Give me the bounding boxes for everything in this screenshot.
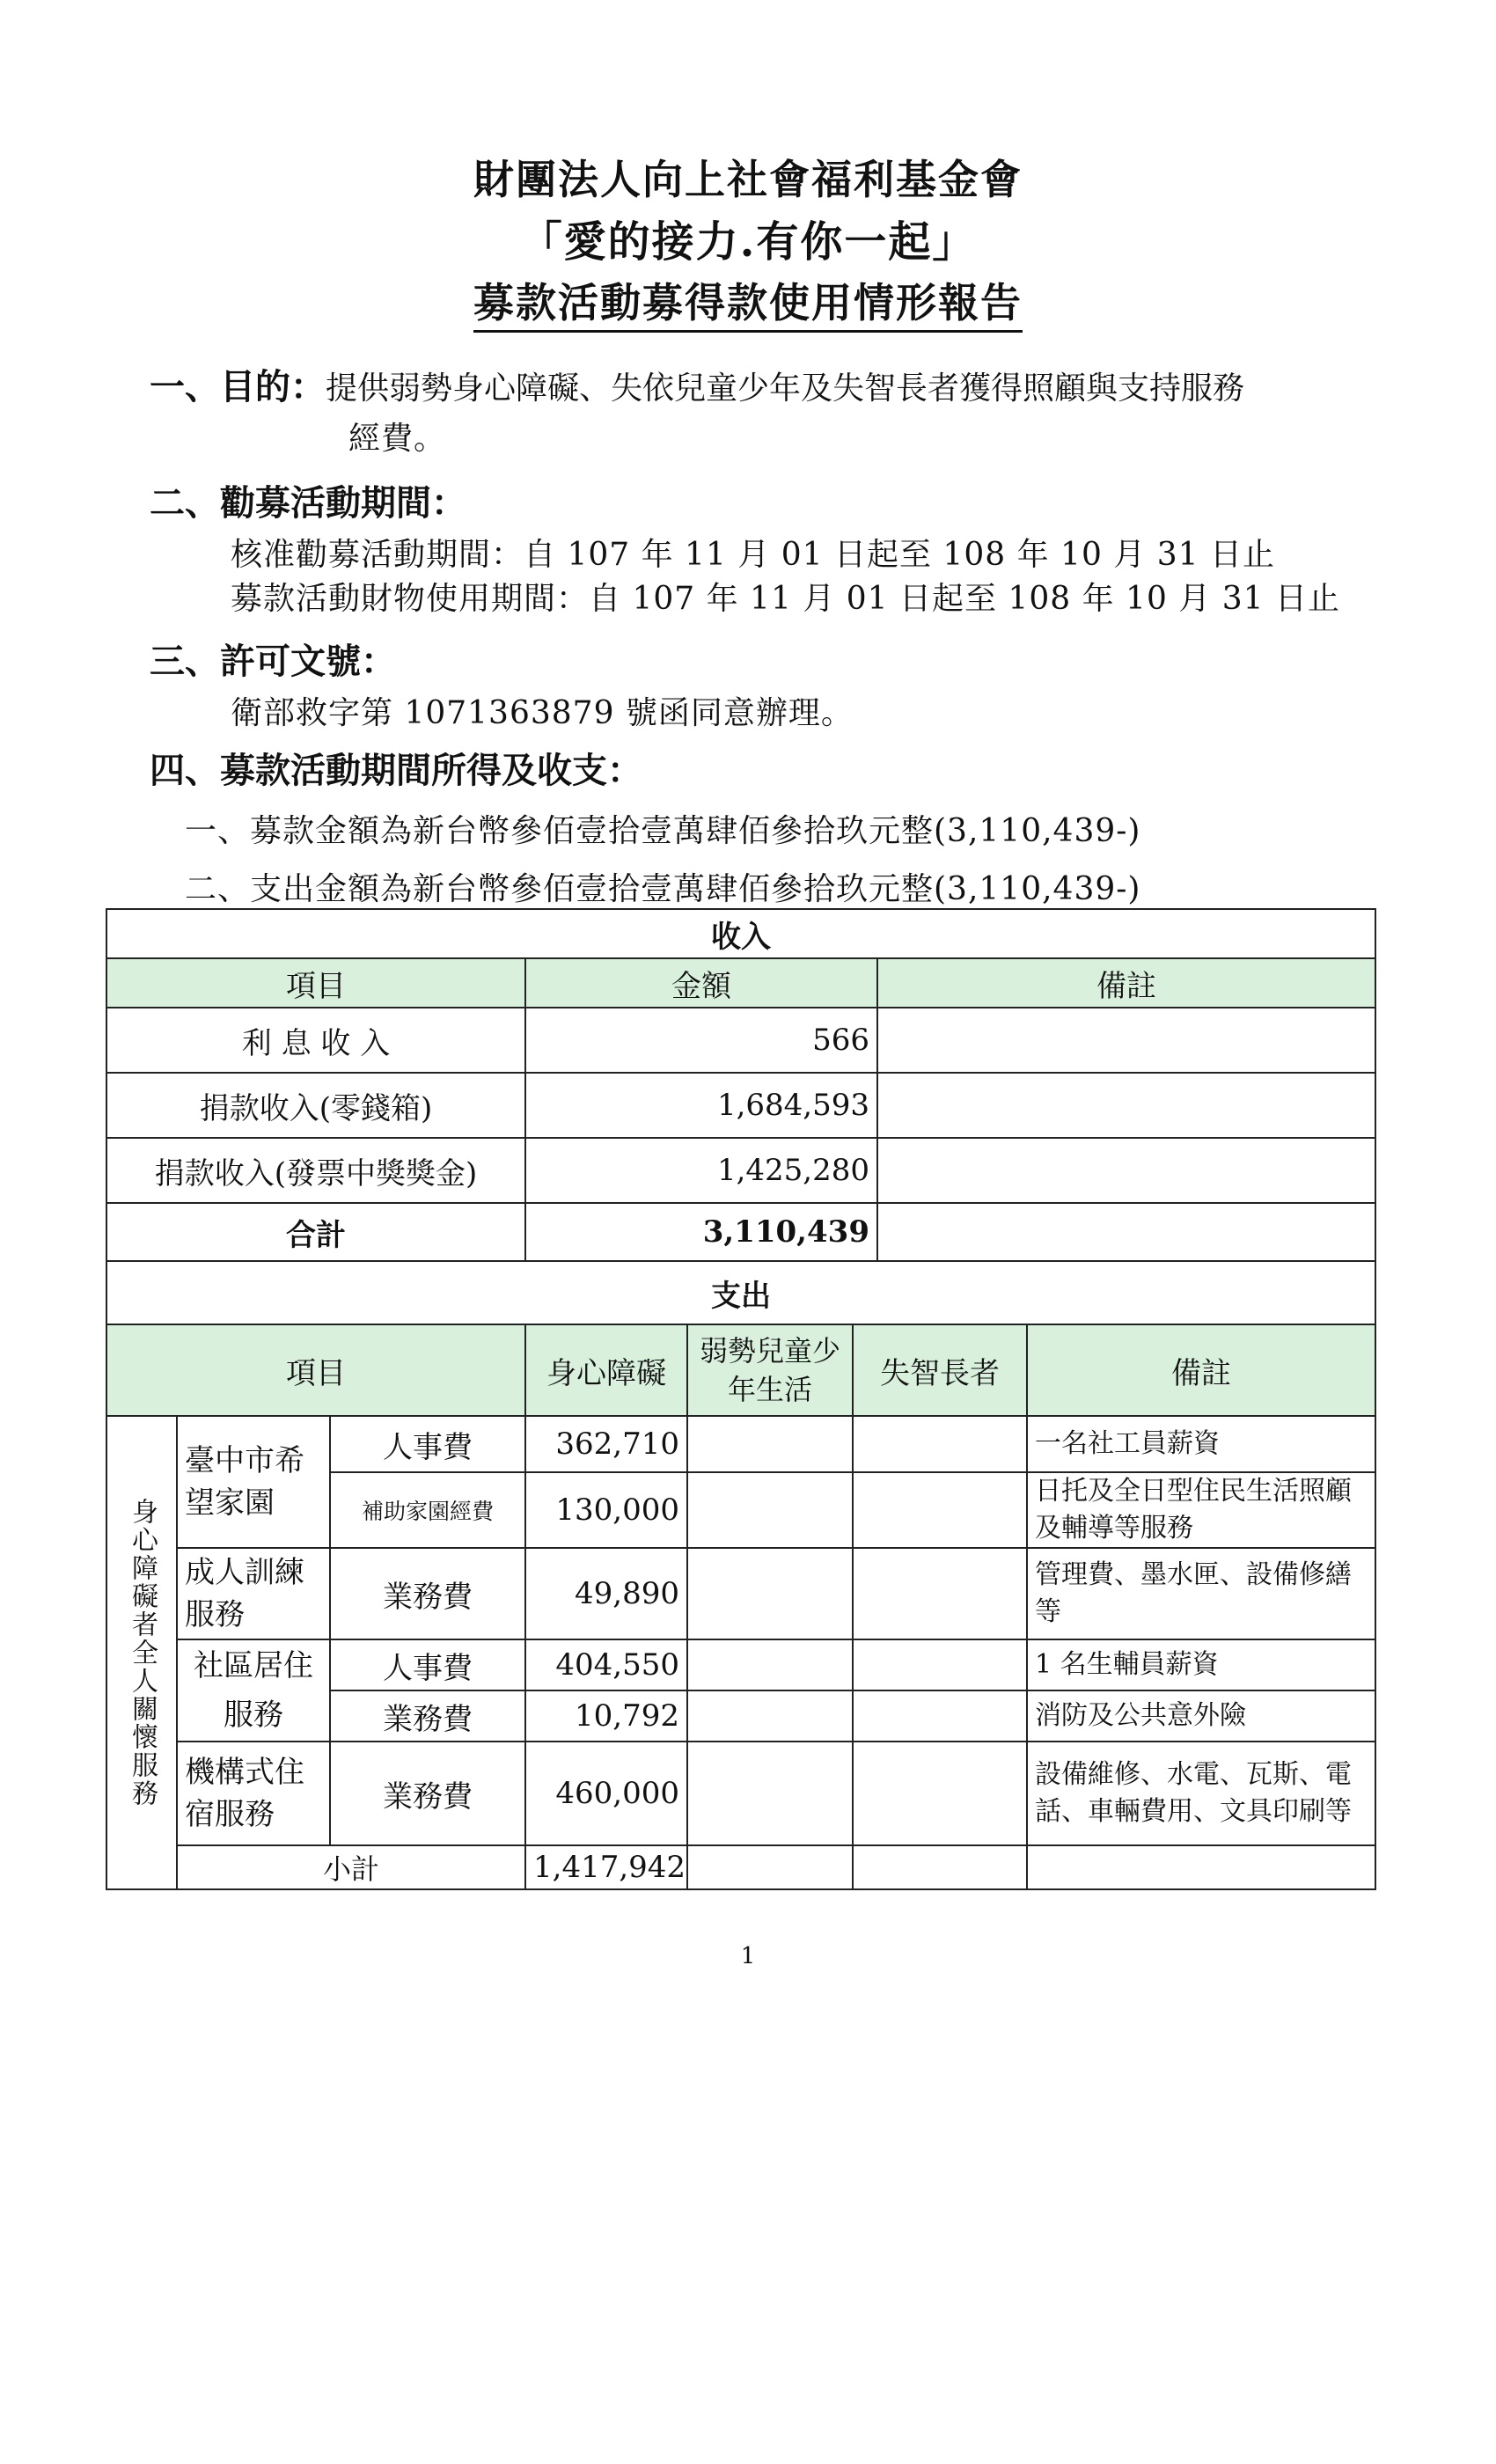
income-header-row	[106, 958, 1375, 1008]
expense-unit: 臺中市希望家園	[177, 1416, 330, 1548]
table-row	[106, 1639, 1375, 1690]
income-item: 捐款收入(零錢箱)	[106, 1073, 525, 1138]
income-amount: 1,684,593	[525, 1073, 877, 1138]
income-note	[877, 1138, 1375, 1203]
expense-elder-cell	[853, 1742, 1027, 1845]
income-total-amount: 3,110,439	[525, 1203, 877, 1261]
expense-subtotal-amount: 1,417,942	[525, 1845, 687, 1889]
usage-period-line: 募款活動財物使用期間：自 107 年 11 月 01 日起至 108 年 10 月 31 日止	[231, 581, 1340, 617]
expense-youth-cell	[687, 1639, 853, 1690]
expense-elder-cell	[853, 1845, 1027, 1889]
income-total-note	[877, 1203, 1375, 1261]
expense-youth-cell	[687, 1416, 853, 1472]
expense-amount: 404,550	[525, 1639, 687, 1690]
approved-period-line: 核准勸募活動期間：自 107 年 11 月 01 日起至 108 年 10 月 31 日止	[231, 537, 1275, 573]
section-purpose	[150, 359, 1244, 409]
expense-table	[106, 1260, 1376, 1890]
page-number: 1	[740, 1943, 756, 1969]
expense-note: 消防及公共意外險	[1027, 1690, 1375, 1742]
expense-amount: 49,890	[525, 1548, 687, 1639]
expense-header-row	[106, 1324, 1375, 1416]
income-col-item: 項目	[106, 958, 525, 1008]
permit-number-line: 衛部救字第 1071363879 號函同意辦理。	[231, 695, 854, 731]
expense-col-note: 備註	[1027, 1324, 1375, 1416]
table-row	[106, 1548, 1375, 1639]
expense-col-elder: 失智長者	[853, 1324, 1027, 1416]
expense-unit: 成人訓練服務	[177, 1548, 330, 1639]
expense-category: 業務費	[330, 1548, 525, 1639]
campaign-title: 「愛的接力.有你一起」	[519, 217, 977, 267]
income-title-row	[106, 909, 1375, 958]
expense-subtotal-label: 小計	[177, 1845, 525, 1889]
spent-amount-line: 二、支出金額為新台幣參佰壹拾壹萬肆佰參拾玖元整(3,110,439-)	[185, 871, 1141, 907]
expense-unit: 機構式住宿服務	[177, 1742, 330, 1845]
expense-amount: 10,792	[525, 1690, 687, 1742]
expense-amount: 130,000	[525, 1472, 687, 1548]
income-col-note: 備註	[877, 958, 1375, 1008]
expense-note	[1027, 1845, 1375, 1889]
expense-elder-cell	[853, 1472, 1027, 1548]
expense-category: 業務費	[330, 1690, 525, 1742]
expense-note: 管理費、墨水匣、設備修繕等	[1027, 1548, 1375, 1639]
expense-youth-cell	[687, 1472, 853, 1548]
expense-col-item: 項目	[106, 1324, 525, 1416]
expense-col-disability: 身心障礙	[525, 1324, 687, 1416]
income-note	[877, 1073, 1375, 1138]
expense-col-youth: 弱勢兒童少年生活	[687, 1324, 853, 1416]
expense-note: 1 名生輔員薪資	[1027, 1639, 1375, 1690]
income-amount: 1,425,280	[525, 1138, 877, 1203]
income-total-label: 合計	[106, 1203, 525, 1261]
expense-youth-cell	[687, 1690, 853, 1742]
expense-category: 人事費	[330, 1416, 525, 1472]
table-row	[106, 1008, 1375, 1073]
income-note	[877, 1008, 1375, 1073]
income-col-amount: 金額	[525, 958, 877, 1008]
expense-amount: 362,710	[525, 1416, 687, 1472]
table-row	[106, 1416, 1375, 1472]
expense-elder-cell	[853, 1548, 1027, 1639]
expense-group-label: 身心障礙者全人關懷服務	[106, 1416, 177, 1889]
section-permit-heading: 三、許可文號：	[150, 641, 396, 682]
income-title: 收入	[106, 909, 1375, 958]
expense-unit: 社區居住服務	[177, 1639, 330, 1742]
expense-note: 設備維修、水電、瓦斯、電話、車輛費用、文具印刷等	[1027, 1742, 1375, 1845]
table-row	[106, 1073, 1375, 1138]
expense-youth-cell	[687, 1548, 853, 1639]
report-title	[0, 271, 1496, 329]
section-purpose-text-cont: 經費。	[348, 421, 447, 457]
expense-title-row	[106, 1261, 1375, 1324]
expense-category: 補助家園經費	[330, 1472, 525, 1548]
income-total-row	[106, 1203, 1375, 1261]
expense-elder-cell	[853, 1416, 1027, 1472]
expense-subtotal-row	[106, 1845, 1375, 1889]
raised-amount-line: 一、募款金額為新台幣參佰壹拾壹萬肆佰參拾玖元整(3,110,439-)	[185, 813, 1141, 849]
section-purpose-heading: 一、目的：	[150, 366, 326, 407]
expense-youth-cell	[687, 1742, 853, 1845]
expense-amount: 460,000	[525, 1742, 687, 1845]
table-row	[106, 1138, 1375, 1203]
expense-title: 支出	[106, 1261, 1375, 1324]
section-period-heading: 二、勸募活動期間：	[150, 482, 466, 524]
expense-category: 業務費	[330, 1742, 525, 1845]
income-item: 利 息 收 入	[106, 1008, 525, 1073]
expense-elder-cell	[853, 1639, 1027, 1690]
section-purpose-text: 提供弱勢身心障礙、失依兒童少年及失智長者獲得照顧與支持服務	[326, 370, 1245, 407]
expense-note: 一名社工員薪資	[1027, 1416, 1375, 1472]
expense-note: 日托及全日型住民生活照顧及輔導等服務	[1027, 1472, 1375, 1548]
table-row	[106, 1742, 1375, 1845]
section-income-heading: 四、募款活動期間所得及收支：	[150, 750, 642, 791]
income-table	[106, 908, 1376, 1262]
report-title-text: 募款活動募得款使用情形報告	[473, 279, 1023, 333]
income-amount: 566	[525, 1008, 877, 1073]
income-item: 捐款收入(發票中獎獎金)	[106, 1138, 525, 1203]
org-title: 財團法人向上社會福利基金會	[473, 156, 1023, 203]
expense-elder-cell	[853, 1690, 1027, 1742]
expense-youth-cell	[687, 1845, 853, 1889]
expense-category: 人事費	[330, 1639, 525, 1690]
